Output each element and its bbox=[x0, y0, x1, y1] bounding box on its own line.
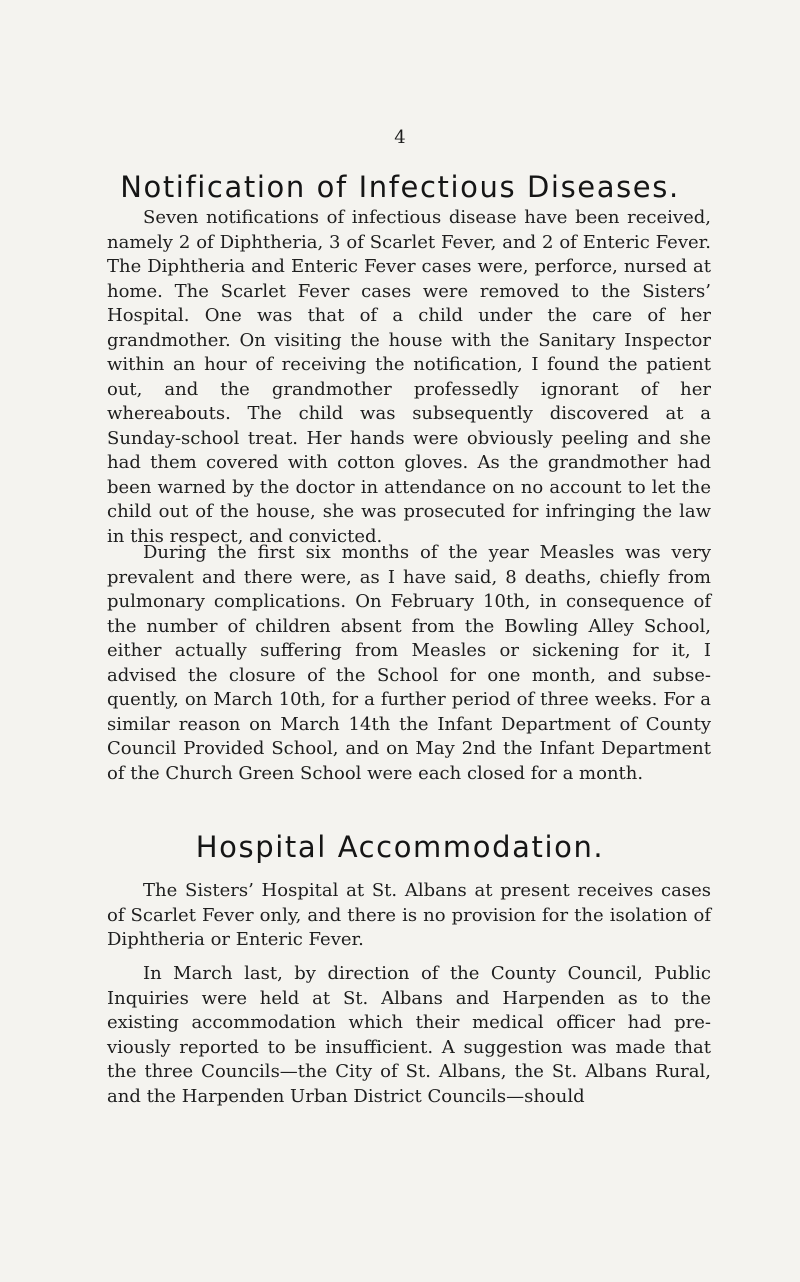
page-number: 4 bbox=[394, 127, 406, 148]
paragraph-public-inquiries: In March last, by direction of the County Council, Public Inquiries were held at St. Albans and Harpenden as to the existing accommodation which their medical officer had previously reported to be insufficient. A suggestion was made that the three Councils—the City of St. Albans, the St. Albans Rural, and the Harpenden Urban District Councils—should bbox=[107, 963, 711, 1107]
paragraph-measles: During the first six months of the year Measles was very prevalent and there were, as I have said, 8 deaths, chiefly from pulmonary complications. On February 10th, in consequence of the number of children absent from the Bowling Alley School, either actually suffering from Measles or sickening for it, I advised the closure of the School for one month, and subsequently, on March 10th, for a further period of three weeks. For a similar reason on March 14th the Infant Department of County Council Provided School, and on May 2nd the Infant Department of the Church Green School were each closed for a month. bbox=[107, 542, 711, 784]
paragraph-sisters-hospital: The Sisters’ Hospital at St. Albans at present receives cases of Scarlet Fever only, and there is no provision for the isolation of Diphtheria or Enteric Fever. bbox=[107, 880, 711, 950]
section-heading-hospital: Hospital Accommodation. bbox=[195, 830, 605, 864]
paragraph-notifications: Seven notifications of infectious disease have been received, namely 2 of Diphtheria, 3 of Scarlet Fever, and 2 of Enteric Fever. The Diphtheria and Enteric Fever cases were, perforce, nursed at home. The Scarlet Fever cases were removed to the Sisters’ Hospital. One was that of a child under the care of her grandmother. On visiting the house with the Sanitary Inspector within an hour of receiving the notification, I found the patient out, and the grandmother professedly ignorant of her whereabouts. The child was subsequently discovered at a Sunday-school treat. Her hands were obviously peeling and she had them covered with cotton gloves. As the grandmother had been warned by the doctor in attendance on no account to let the child out of the house, she was prosecuted for infringing the law in this respect, and convicted. bbox=[107, 207, 711, 547]
section-heading-notification: Notification of Infectious Diseases. bbox=[120, 170, 680, 204]
